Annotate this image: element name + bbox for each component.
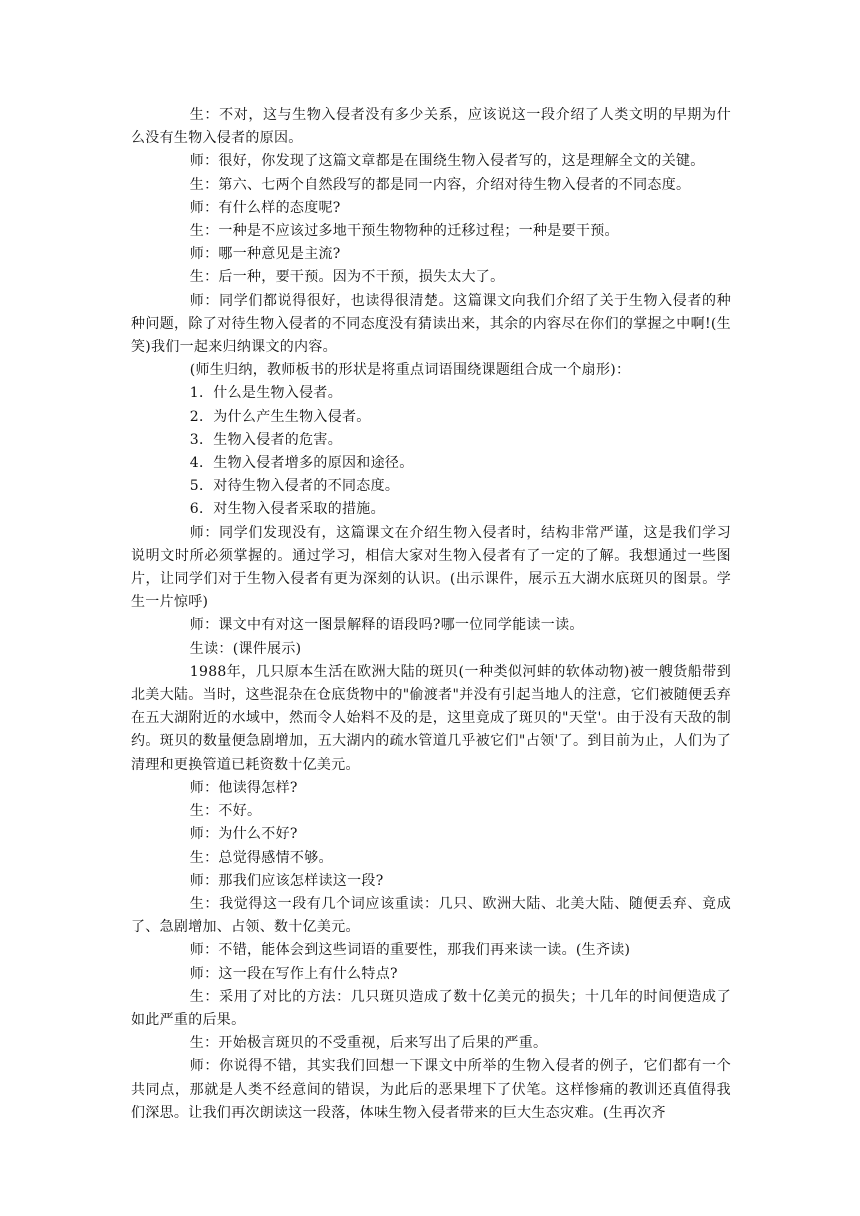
paragraph: 师：有什么样的态度呢? — [189, 199, 341, 216]
paragraph: 师：你说得不错，其实我们回想一下课文中所举的生物入侵者的例子，它们都有一个共同点，那就是人类不经意间的错误，为此后的恶果埋下了伏笔。这样惨痛的教训还真值得我们深思。让我们再次朗读这一段落，体味生物入侵者带来的巨大生态灾难。(生再次齐 — [131, 1058, 731, 1121]
paragraph: 师：不错，能体会到这些词语的重要性，那我们再来读一读。(生齐读) — [189, 942, 631, 959]
paragraph: 师：为什么不好? — [189, 826, 298, 843]
paragraph: 生：第六、七两个自然段写的都是同一内容，介绍对待生物入侵者的不同态度。 — [189, 176, 691, 193]
paragraph: 生：开始极言斑贝的不受重视，后来写出了后果的严重。 — [189, 1035, 548, 1052]
paragraph: 师：这一段在写作上有什么特点? — [189, 965, 398, 982]
paragraph: 生：不好。 — [189, 803, 262, 820]
paragraph: 师：课文中有对这一图景解释的语段吗?哪一位同学能读一读。 — [189, 617, 584, 634]
paragraph: 师：同学们发现没有，这篇课文在介绍生物入侵者时，结构非常严谨，这是我们学习说明文时所必须掌握的。通过学习，相信大家对生物入侵者有了一定的了解。我想通过一些图片，让同学们对于生物入侵者有更为深刻的认识。(出示课件，展示五大湖水底斑贝的图景。学生一片惊呼) — [131, 524, 731, 611]
paragraph: 生：采用了对比的方法：几只斑贝造成了数十亿美元的损失；十几年的时间便造成了如此严重的后果。 — [131, 988, 731, 1028]
paragraph: 1988年，几只原本生活在欧洲大陆的斑贝(一种类似河蚌的软体动物)被一艘货船带到北美大陆。当时，这些混杂在仓底货物中的"偷渡者"并没有引起当地人的注意，它们被随便丢弃在五大湖附近的水域中，然而令人始料不及的是，这里竟成了斑贝的"天堂'。由于没有天敌的制约。斑贝的数量便急剧增加，五大湖内的疏水管道几乎被它们"占领'了。到目前为止，人们为了清理和更换管道已耗资数十亿美元。 — [131, 663, 731, 773]
paragraph: 生：我觉得这一段有几个词应该重读：几只、欧洲大陆、北美大陆、随便丢弃、竟成了、急剧增加、占领、数十亿美元。 — [131, 895, 731, 936]
paragraph: 生读：(课件展示) — [189, 640, 302, 657]
list-item: 6．对生物入侵者采取的措施。 — [189, 501, 385, 518]
list-item: 4．生物入侵者增多的原因和途径。 — [189, 455, 414, 472]
paragraph: (师生归纳，教师板书的形状是将重点词语围绕课题组合成一个扇形)： — [189, 362, 631, 379]
paragraph: 生：不对，这与生物入侵者没有多少关系，应该说这一段介绍了人类文明的早期为什么没有生物入侵者的原因。 — [131, 107, 731, 147]
paragraph: 生：一种是不应该过多地干预生物物种的迁移过程；一种是要干预。 — [189, 223, 619, 240]
list-item: 2．为什么产生生物入侵者。 — [189, 408, 371, 425]
paragraph: 生：后一种，要干预。因为不干预，损失太大了。 — [189, 269, 505, 286]
paragraph: 师：哪一种意见是主流? — [189, 246, 341, 263]
paragraph: 师：他读得怎样? — [189, 779, 298, 796]
list-item: 5．对待生物入侵者的不同态度。 — [189, 478, 400, 495]
list-item: 1．什么是生物入侵者。 — [189, 385, 343, 402]
paragraph: 师：很好，你发现了这篇文章都是在围绕生物入侵者写的，这是理解全文的关键。 — [189, 153, 705, 170]
paragraph: 师：同学们都说得很好，也读得很清楚。这篇课文向我们介绍了关于生物入侵者的种种问题，除了对待生物入侵者的不同态度没有猜读出来，其余的内容尽在你们的掌握之中啊!(生笑)我们一起来归纳课文的内容。 — [131, 292, 731, 356]
paragraph: 师：那我们应该怎样读这一段? — [189, 872, 384, 889]
paragraph: 生：总觉得感情不够。 — [189, 849, 333, 866]
list-item: 3．生物入侵者的危害。 — [189, 431, 343, 448]
document-body — [131, 104, 731, 1125]
